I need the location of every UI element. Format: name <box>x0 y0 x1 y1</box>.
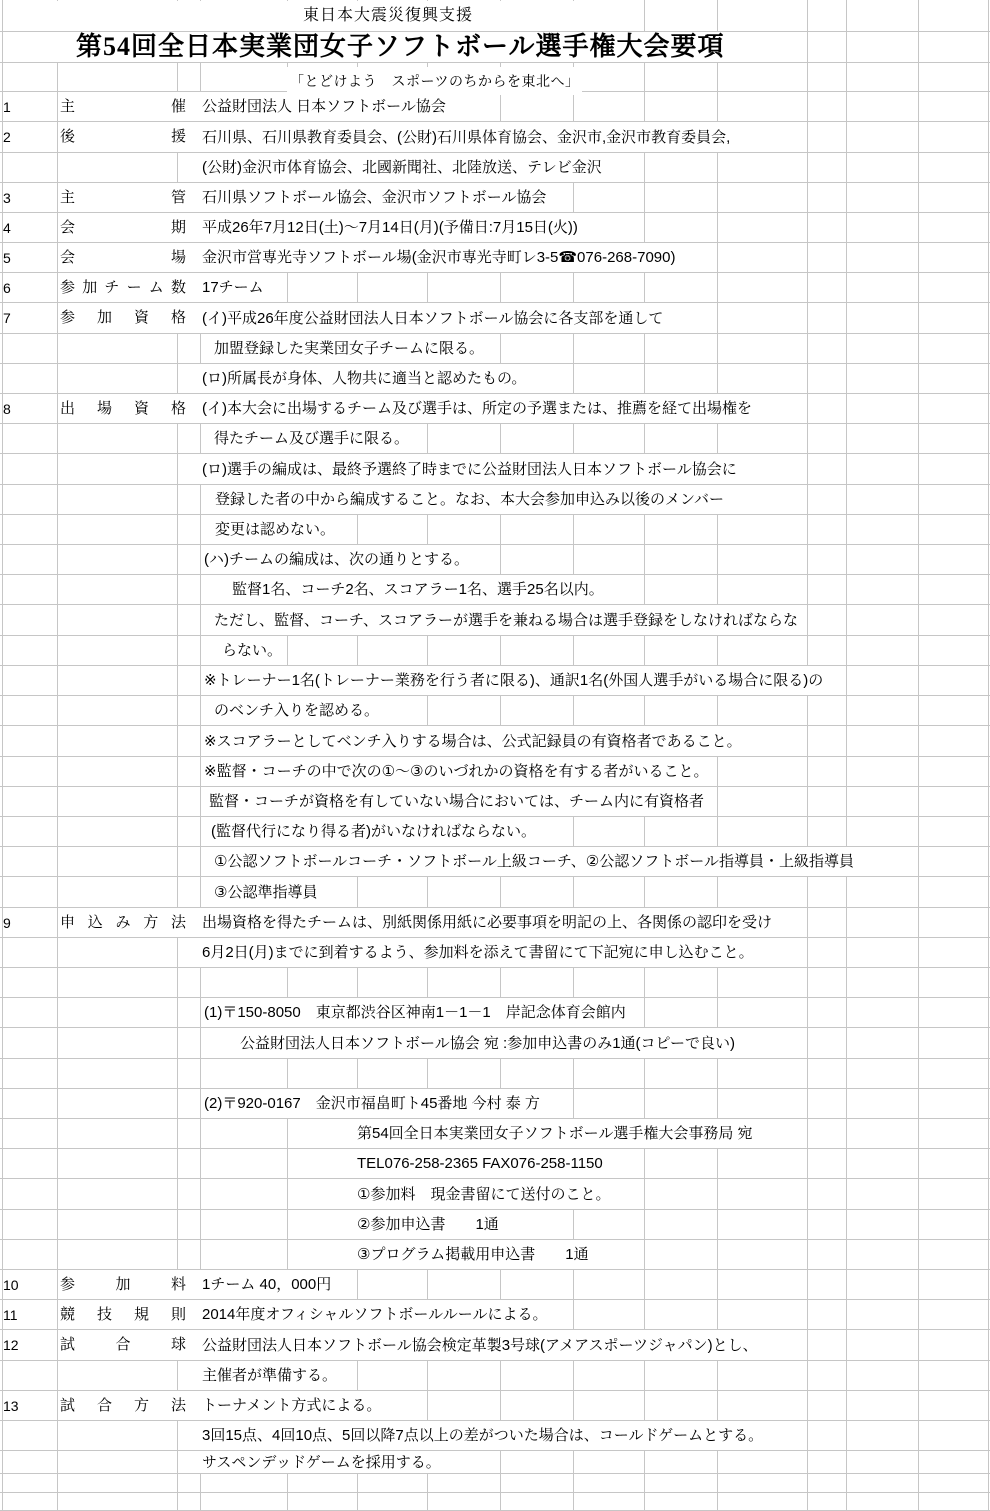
gridline-h <box>0 1058 990 1059</box>
item-number: 11 <box>3 1300 25 1329</box>
document-title: 第54回全日本実業団女子ソフトボール選手権大会要項 <box>4 32 760 62</box>
item-label: 試合球 <box>58 1330 188 1360</box>
item-number: 3 <box>3 183 25 212</box>
cell-text: 監督1名、コーチ2名、スコアラー1名、選手25名以内。 <box>229 575 607 604</box>
gridline-v <box>988 0 989 1510</box>
item-label: 主催 <box>58 92 188 121</box>
item-number: 4 <box>3 213 25 242</box>
cell-text: ②参加申込書 1通 <box>354 1210 502 1239</box>
item-label: 申込み方法 <box>58 908 188 937</box>
cell-text: ③プログラム掲載用申込書 1通 <box>354 1240 592 1269</box>
item-number: 13 <box>3 1391 25 1420</box>
gridline-h <box>0 876 990 877</box>
cell-text: 公益財団法人 日本ソフトボール協会 <box>199 92 449 121</box>
cell-text: 3回15点、4回10点、5回以降7点以上の差がついた場合は、コールドゲームとする。 <box>199 1421 766 1450</box>
gridline-h <box>0 1473 990 1474</box>
gridline-h <box>0 544 990 545</box>
cell-text: ただし、監督、コーチ、スコアラーが選手を兼ねる場合は選手登録をしなければならな <box>211 605 801 635</box>
cell-text: 石川県ソフトボール協会、金沢市ソフトボール協会 <box>199 183 549 212</box>
cell-text: 公益財団法人日本ソフトボール協会 宛 :参加申込書のみ1通(コピーで良い) <box>237 1028 738 1058</box>
cell-text: のベンチ入りを認める。 <box>211 696 382 725</box>
gridline-h <box>0 1360 990 1361</box>
gridline-v <box>807 0 808 1510</box>
item-label: 会場 <box>58 243 188 272</box>
cell-text: ※トレーナー1名(トレーナー業務を行う者に限る)、通訳1名(外国人選手がいる場合に限る)の <box>201 666 826 695</box>
cell-text: サスペンデッドゲームを採用する。 <box>199 1451 444 1473</box>
cell-text: ①公認ソフトボールコーチ・ソフトボール上級コーチ、②公認ソフトボール指導員・上級指導員 <box>211 847 857 876</box>
item-number: 7 <box>3 303 25 333</box>
item-label: 後援 <box>58 122 188 152</box>
item-label: 参加チーム数 <box>58 273 188 302</box>
gridline-h <box>0 514 990 515</box>
cell-text: 主催者が準備する。 <box>199 1361 340 1390</box>
gridline-h <box>0 1450 990 1451</box>
cell-text: 監督・コーチが資格を有していない場合においては、チーム内に有資格者 <box>206 787 707 816</box>
cell-text: (ハ)チームの編成は、次の通りとする。 <box>201 545 472 574</box>
cell-text: トーナメント方式による。 <box>199 1391 384 1420</box>
cell-text: ※監督・コーチの中で次の①～③のいづれかの資格を有する者がいること。 <box>201 757 711 786</box>
gridline-h <box>0 967 990 968</box>
cell-text: 公益財団法人日本ソフトボール協会検定革製3号球(アメアスポーツジャパン)とし、 <box>199 1330 761 1360</box>
cell-text: 石川県、石川県教育委員会、(公財)石川県体育協会、金沢市,金沢市教育委員会, <box>199 122 733 152</box>
cell-text: 17チーム <box>199 273 267 302</box>
item-number: 6 <box>3 273 25 302</box>
cell-text: 1チーム 40，000円 <box>199 1270 334 1299</box>
gridline-h <box>0 635 990 636</box>
cell-text: (イ)平成26年度公益財団法人日本ソフトボール協会に各支部を通して <box>199 303 666 333</box>
gridline-h <box>0 1492 990 1493</box>
cell-text: ※スコアラーとしてベンチ入りする場合は、公式記録員の有資格者であること。 <box>201 726 745 756</box>
cell-text: 6月2日(月)までに到着するよう、参加料を添えて書留にて下記宛に申し込むこと。 <box>199 938 757 967</box>
item-number: 10 <box>3 1270 25 1299</box>
cell-text: 第54回全日本実業団女子ソフトボール選手権大会事務局 宛 <box>354 1119 756 1148</box>
item-number: 5 <box>3 243 25 272</box>
cell-text: らない。 <box>219 636 285 665</box>
support-note: 東日本大震災復興支援 <box>4 1 604 31</box>
cell-text: (1)〒150-8050 東京都渋谷区神南1－1－1 岸記念体育会館内 <box>201 998 629 1027</box>
cell-text: (ロ)選手の編成は、最終予選終了時までに公益財団法人日本ソフトボール協会に <box>199 454 740 484</box>
item-label: 会期 <box>58 213 188 242</box>
item-label: 試合方法 <box>58 1391 188 1420</box>
item-number: 9 <box>3 908 25 937</box>
item-label: 競技規則 <box>58 1300 188 1329</box>
cell-text: (ロ)所属長が身体、人物共に適当と認めたもの。 <box>199 364 529 393</box>
cell-text: (2)〒920-0167 金沢市福畠町ト45番地 今村 泰 方 <box>201 1089 543 1118</box>
cell-text: (公財)金沢市体育協会、北國新聞社、北陸放送、テレビ金沢 <box>199 153 605 182</box>
item-label: 出場資格 <box>58 394 188 423</box>
cell-text: 平成26年7月12日(土)～7月14日(月)(予備日:7月15日(火)) <box>199 213 581 242</box>
cell-text: 金沢市営専光寺ソフトボール場(金沢市専光寺町レ3-5☎076-268-7090) <box>199 243 678 272</box>
gridline-h <box>0 695 990 696</box>
cell-text: TEL076-258-2365 FAX076-258-1150 <box>354 1149 606 1178</box>
cell-text: (監督代行になり得る者)がいなければならない。 <box>208 817 539 846</box>
cell-text: 得たチーム及び選手に限る。 <box>211 424 412 453</box>
cell-text: 2014年度オフィシャルソフトボールルールによる。 <box>199 1300 550 1329</box>
gridline-h <box>0 423 990 424</box>
cell-text: 変更は認めない。 <box>212 515 338 544</box>
cell-text: (イ)本大会に出場するチーム及び選手は、所定の予選または、推薦を経て出場権を <box>199 394 755 423</box>
cell-text: 登録した者の中から編成すること。なお、本大会参加申込み以後のメンバー <box>212 485 727 514</box>
gridline-h <box>0 62 990 63</box>
item-label: 主管 <box>58 183 188 212</box>
item-label: 参加資格 <box>58 303 188 333</box>
item-number: 2 <box>3 122 25 152</box>
item-number: 1 <box>3 92 25 121</box>
cell-text: ③公認準指導員 <box>211 877 320 907</box>
item-number: 8 <box>3 394 25 423</box>
item-label: 参加料 <box>58 1270 188 1299</box>
gridline-v <box>918 0 919 1510</box>
gridline-h <box>0 333 990 334</box>
cell-text: 出場資格を得たチームは、別紙関係用紙に必要事項を明記の上、各関係の認印を受け <box>199 908 775 937</box>
cell-text: 加盟登録した実業団女子チームに限る。 <box>211 334 487 363</box>
slogan: 「とどけよう スポーツのちからを東北へ」 <box>287 67 582 95</box>
gridline-v <box>846 0 847 1510</box>
item-number: 12 <box>3 1330 25 1360</box>
cell-text: ①参加料 現金書留にて送付のこと。 <box>354 1179 613 1209</box>
